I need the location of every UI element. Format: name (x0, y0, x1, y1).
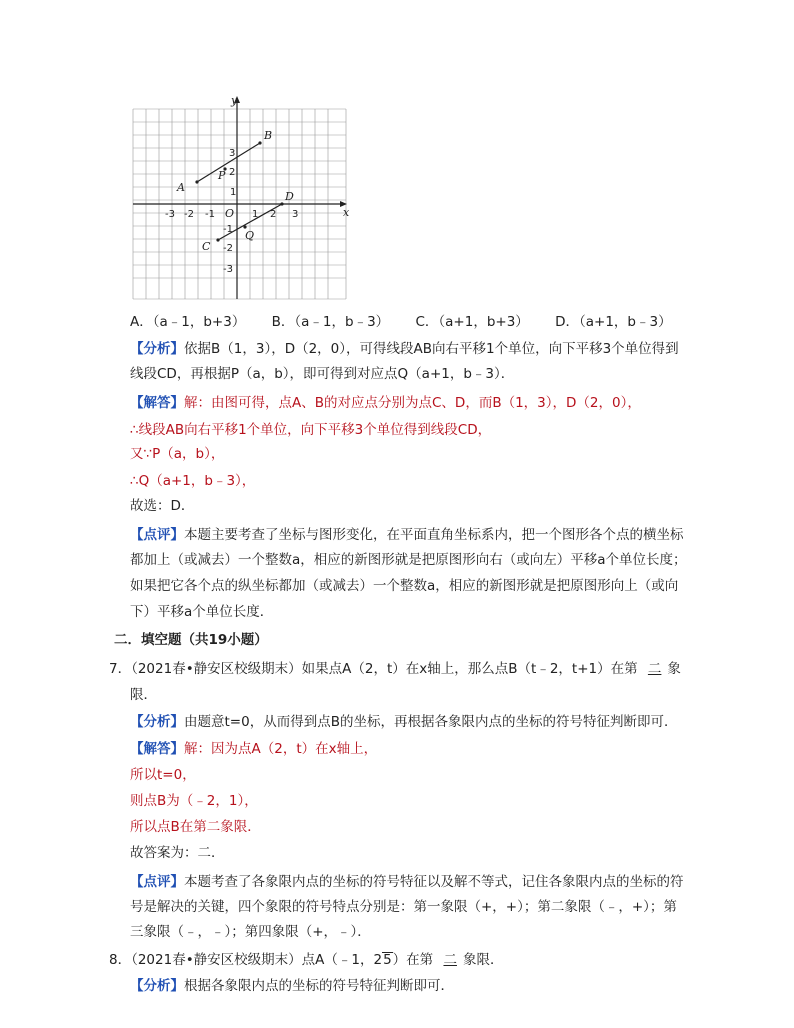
sqrt-radicand: 5 (383, 952, 392, 968)
q7-stem-text: 7．（2021春•静安区校级期末）如果点A（2，t）在x轴上，那么点B（t﹣2，t+1）在第 (109, 661, 638, 677)
q7-solution-line (130, 739, 377, 759)
analysis-tag: 【分析】 (130, 341, 184, 357)
axis-y-label: y (231, 94, 238, 107)
x-tick-label: 2 (270, 209, 277, 220)
point-b (258, 141, 261, 144)
label-d: D (285, 190, 294, 203)
q8-analysis-line (130, 976, 454, 996)
q7-solution-line: 则点B为（﹣2，1）， (130, 793, 258, 809)
q6-comment-line: 如果把它各个点的纵坐标都加（或减去）一个整数a，相应的新图形就是把原图形向上（或向 (130, 578, 679, 594)
axis-x-label: x (343, 206, 350, 219)
label-p: P (218, 169, 226, 182)
option-c: C．（a+1，b+3） (415, 314, 529, 330)
q6-comment-line (130, 525, 684, 545)
coordinate-figure (130, 92, 365, 304)
solution-tag: 【解答】 (130, 395, 184, 411)
q6-solution-line (130, 393, 641, 413)
q7-comment-line (130, 872, 684, 892)
x-tick-label: -3 (165, 209, 175, 220)
q7-stem-tail: 象 (667, 661, 681, 677)
label-a: A (177, 181, 185, 194)
q8-stem-line (109, 950, 503, 970)
comment-text: 本题考查了各象限内点的坐标的符号特征以及解不等式，记住各象限内点的坐标的符 (184, 874, 684, 890)
q6-solution-line: ∴线段AB向右平移1个单位，向下平移3个单位得到线段CD， (130, 422, 492, 438)
q6-solution-line: 又∵P（a，b）， (130, 446, 225, 462)
q7-comment-line: 三象限（﹣，﹣）；第四象限（+，﹣）． (130, 924, 371, 940)
q7-final-answer: 故答案为：二． (130, 845, 225, 861)
y-tick-label: 1 (230, 187, 237, 198)
q7-answer-blank: 二 (647, 661, 662, 677)
label-c: C (202, 240, 211, 253)
answer-options (130, 312, 694, 332)
solution-text: 解：因为点A（2，t）在x轴上， (184, 741, 378, 757)
analysis-text: 根据各象限内点的坐标的符号特征判断即可． (184, 978, 454, 994)
y-tick-label: 2 (229, 167, 236, 178)
y-tick-label: 3 (229, 148, 236, 159)
q7-comment-line: 号是解决的关键，四个象限的符号特点分别是：第一象限（+，+）；第二象限（﹣，+）；第 (130, 899, 677, 915)
comment-tag: 【点评】 (130, 527, 184, 543)
x-tick-label: -2 (184, 209, 194, 220)
q8-answer-blank: 二 (443, 952, 457, 968)
q6-analysis-line: 线段CD，再根据P（a，b），即可得到对应点Q（a+1，b﹣3）． (130, 366, 515, 382)
q8-stem-text: 8．（2021春•静安区校级期末）点A（﹣1，2 (109, 952, 383, 968)
analysis-text: 由题意t=0，从而得到点B的坐标，再根据各象限内点的坐标的符号特征判断即可． (184, 714, 678, 730)
q7-stem-line (109, 659, 681, 679)
point-a (195, 180, 198, 183)
q7-stem-line: 限． (130, 687, 157, 703)
y-tick-label: -3 (223, 264, 233, 275)
q7-solution-line: 所以点B在第二象限． (130, 819, 261, 835)
analysis-tag: 【分析】 (130, 978, 184, 994)
label-q: Q (245, 229, 255, 242)
x-tick-label: -1 (205, 209, 215, 220)
section-heading: 二．填空题（共19小题） (114, 632, 268, 648)
q6-final-choice: 故选：D． (130, 498, 195, 514)
q7-solution-line: 所以t=0， (130, 767, 196, 783)
coordinate-grid-svg (130, 92, 365, 304)
origin-label: O (225, 207, 235, 220)
point-d (280, 202, 283, 205)
x-tick-label: 1 (252, 209, 259, 220)
q8-stem-mid: ）在第 (392, 952, 434, 968)
comment-text: 本题主要考查了坐标与图形变化，在平面直角坐标系内，把一个图形各个点的横坐标 (184, 527, 684, 543)
solution-text: 解：由图可得，点A、B的对应点分别为点C、D，而B（1，3），D（2，0）， (184, 395, 641, 411)
q6-comment-line: 下）平移a个单位长度． (130, 604, 274, 620)
axes (133, 100, 344, 299)
q6-analysis-line (130, 339, 679, 359)
point-c (216, 238, 219, 241)
q7-analysis-line (130, 712, 677, 732)
y-tick-label: -2 (223, 243, 233, 254)
solution-tag: 【解答】 (130, 741, 184, 757)
analysis-text: 依据B（1，3），D（2，0），可得线段AB向右平移1个单位，向下平移3个单位得到 (184, 341, 679, 357)
analysis-tag: 【分析】 (130, 714, 184, 730)
comment-tag: 【点评】 (130, 874, 184, 890)
label-b: B (264, 129, 273, 142)
q8-stem-tail: 象限． (462, 952, 504, 968)
x-tick-label: 3 (292, 209, 299, 220)
option-b: B．（a﹣1，b﹣3） (271, 314, 390, 330)
q6-solution-line: ∴Q（a+1，b﹣3）， (130, 473, 256, 489)
y-tick-label: -1 (223, 224, 233, 235)
q6-comment-line: 都加上（或减去）一个整数a，相应的新图形就是把原图形向右（或向左）平移a个单位长度； (130, 552, 687, 568)
option-d: D．（a+1，b﹣3） (555, 314, 672, 330)
option-a: A．（a﹣1，b+3） (130, 314, 246, 330)
